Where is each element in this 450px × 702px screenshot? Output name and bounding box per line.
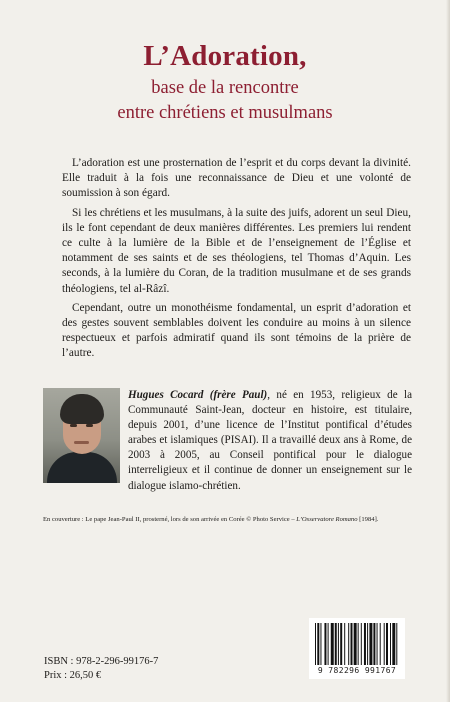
caption-suffix: [1984]. bbox=[357, 516, 379, 523]
subtitle-line-1: base de la rencontre bbox=[151, 78, 299, 98]
barcode-bars bbox=[315, 623, 399, 667]
paragraph-1: L’adoration est une prosternation de l’esprit et du corps devant la divinité. Elle traduit à la fois une reconnaissance de Dieu et une volonté de soumission à son égard. bbox=[62, 157, 411, 200]
back-cover-text bbox=[62, 156, 411, 366]
price: Prix : 26,50 € bbox=[44, 670, 102, 681]
page-edge bbox=[446, 0, 450, 702]
subtitle-line-2: entre chrétiens et musulmans bbox=[117, 103, 333, 123]
barcode-digits: 9 782296 991767 bbox=[317, 666, 397, 675]
paragraph-2: Si les chrétiens et les musulmans, à la suite des juifs, adorent un seul Dieu, ils le font cependant de deux manières différentes. Les premiers lui rendent ce culte à la lumière de la Bible et de l’enseignement de l’Église et notamment de ses saints et de ses théologiens, tel Thomas d’Aquin. Les seconds, à la lumière du Coran, de la tradition musulmane et de ses grands théologiens, tel al-Râzî. bbox=[62, 206, 411, 295]
author-bio bbox=[128, 388, 412, 494]
caption-text: En couverture : Le pape Jean-Paul II, prosterné, lors de son arrivée en Corée © Photo Service – bbox=[43, 516, 297, 523]
cover-caption bbox=[43, 515, 433, 524]
isbn: ISBN : 978-2-296-99176-7 bbox=[44, 656, 159, 667]
caption-publication: L’Osservatore Romano bbox=[296, 516, 358, 523]
barcode bbox=[309, 618, 405, 679]
author-photo bbox=[43, 388, 120, 483]
book-title: L’Adoration, bbox=[143, 40, 307, 72]
paragraph-3: Cependant, outre un monothéisme fondamental, un esprit d’adoration et des gestes souvent semblables doivent les conduire au moins à un silence respectueux et parfois admiratif quand ils sont témoins de la prière de l’autre. bbox=[62, 301, 411, 360]
author-name: Hugues Cocard (frère Paul) bbox=[128, 389, 268, 401]
author-bio-text: , né en 1953, religieux de la Communauté Saint-Jean, docteur en histoire, est titulaire, depuis 2001, d’une licence de l’Institut pontifical d’études arabes et islamiques (PISAI). Il a travaillé deux ans à Rome, de 2003 à 2005, au Conseil pontifical pour le dialogue interreligieux et il continue de donner un enseignement sur le dialogue islamo-chrétien. bbox=[128, 389, 412, 492]
